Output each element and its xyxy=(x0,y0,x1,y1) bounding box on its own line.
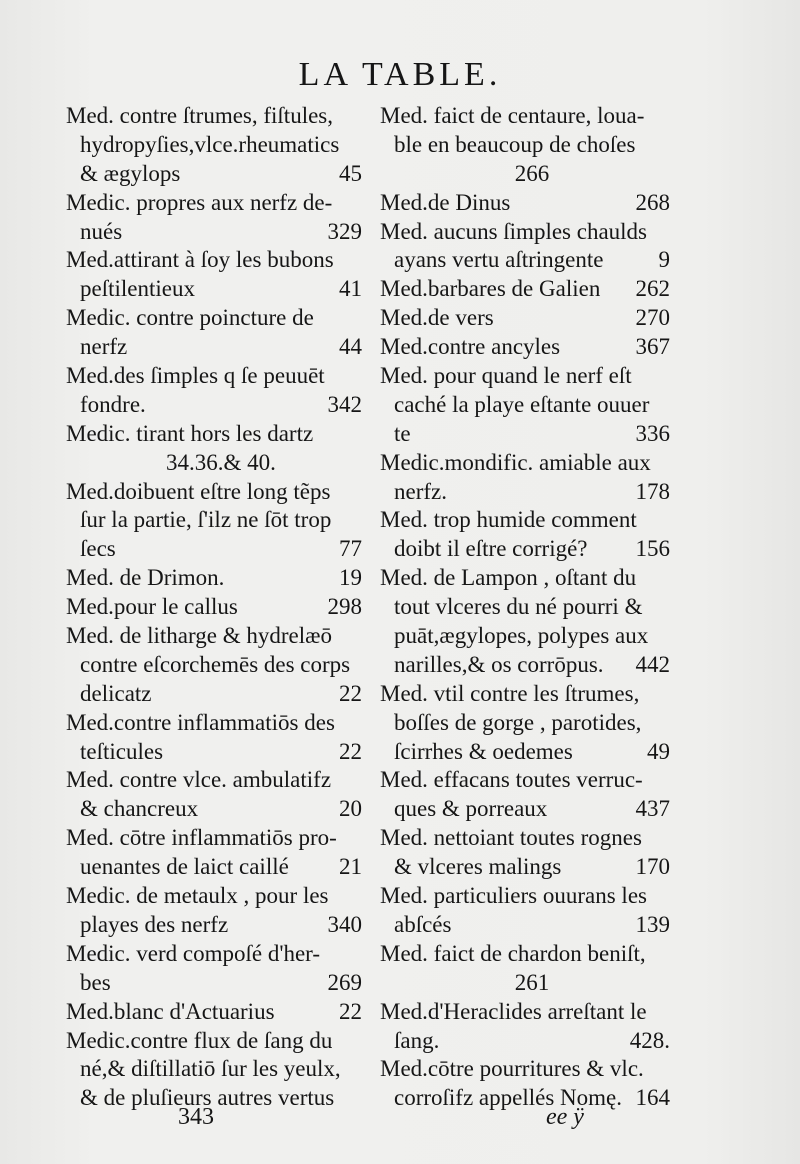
index-entry-line xyxy=(66,102,362,131)
index-entry-line xyxy=(380,449,670,478)
entry-text: Medic. de metaulx , pour les xyxy=(66,883,329,909)
index-entry-line xyxy=(66,709,362,738)
entry-text: peſtilentieux xyxy=(80,276,195,302)
entry-text: boſſes de gorge , parotides, xyxy=(394,709,642,735)
entry-text: Med.doibuent eſtre long tẽps xyxy=(66,478,331,504)
entry-text: Med.de vers xyxy=(380,305,494,331)
entry-page-number: 21 xyxy=(339,854,362,880)
entry-text: Med.attirant à ſoy les bubons xyxy=(66,247,334,273)
index-entry-line xyxy=(66,391,362,420)
index-entry-line xyxy=(66,333,362,362)
entry-page-number: 49 xyxy=(647,738,670,764)
entry-text: Medic. verd compoſé d'her- xyxy=(66,940,321,966)
index-entry-line xyxy=(380,882,670,911)
entry-text: Med. particuliers ouurans les xyxy=(380,883,647,909)
entry-text: ayans vertu aſtringente xyxy=(394,247,604,273)
entry-text: Med.des ſimples q ſe peuuēt xyxy=(66,363,325,389)
entry-text: Med. contre ſtrumes, fiſtules, xyxy=(66,103,333,128)
entry-page-number: 156 xyxy=(635,536,670,562)
entry-page-number: 44 xyxy=(339,334,362,360)
index-entry-line xyxy=(380,160,670,189)
index-entry-line xyxy=(380,709,670,738)
index-entry-line xyxy=(66,1027,362,1056)
index-entry-line xyxy=(66,911,362,940)
index-entry-line xyxy=(380,420,670,449)
index-entry-line xyxy=(66,795,362,824)
entry-text: Med. de litharge & hydrelæō xyxy=(66,623,332,649)
entry-text: hydropyſies,vlce.rheumatics xyxy=(80,131,340,157)
index-entry-line xyxy=(380,506,670,535)
index-entry-line xyxy=(66,189,362,218)
entry-text: Med.barbares de Galien xyxy=(380,276,601,302)
index-entry-line xyxy=(380,333,670,362)
entry-text: fondre. xyxy=(80,391,146,417)
entry-page-number: 428. xyxy=(629,1027,670,1053)
entry-page-number: 342 xyxy=(327,391,362,417)
entry-text: 266 xyxy=(514,160,550,186)
index-entry-line xyxy=(380,131,670,160)
entry-text: Medic.mondific. amiable aux xyxy=(380,449,651,475)
index-entry-line xyxy=(380,969,670,998)
entry-text: abſcés xyxy=(394,911,452,937)
left-column xyxy=(66,102,362,1113)
entry-text: delicatz xyxy=(80,680,152,706)
entry-text: Medic. propres aux nerfz de- xyxy=(66,189,333,215)
entry-text: Med. nettoiant toutes rognes xyxy=(380,825,642,851)
entry-text: ſang. xyxy=(394,1027,440,1053)
entry-text: ble en beaucoup de choſes xyxy=(394,131,636,157)
entry-text: Med. trop humide comment xyxy=(380,507,637,533)
entry-text: ques & porreaux xyxy=(394,796,548,822)
entry-text: & de pluſieurs autres vertus xyxy=(80,1085,335,1111)
entry-page-number: 19 xyxy=(339,565,362,591)
index-entry-line xyxy=(380,564,670,593)
index-entry-line xyxy=(66,882,362,911)
entry-page-number: 20 xyxy=(339,796,362,822)
index-entry-line xyxy=(66,218,362,247)
index-entry-line xyxy=(66,304,362,333)
index-entry-line xyxy=(380,651,670,680)
entry-text: puāt,ægylopes, polypes aux xyxy=(394,623,649,649)
entry-text: Med.contre ancyles xyxy=(380,334,561,360)
index-entry-line xyxy=(380,824,670,853)
entry-text: Medic. tirant hors les dartz xyxy=(66,420,314,446)
entry-page-number: 262 xyxy=(635,276,670,302)
entry-text: & chancreux xyxy=(80,796,199,822)
index-entry-line xyxy=(66,1084,362,1113)
entry-text: Med. contre vlce. ambulatifz xyxy=(66,767,332,793)
entry-text: bes xyxy=(80,969,111,995)
index-entry-line xyxy=(380,246,670,275)
entry-page-number: 164 xyxy=(635,1085,670,1111)
entry-text: né,& diſtillatiō ſur les yeulx, xyxy=(80,1056,341,1082)
entry-text: te xyxy=(394,420,411,446)
index-entry-line xyxy=(66,1055,362,1084)
entry-text: Medic.contre flux de ſang du xyxy=(66,1027,333,1053)
entry-text: Med. de Drimon. xyxy=(66,565,225,591)
entry-text: nerfz. xyxy=(394,478,447,504)
entry-page-number: 336 xyxy=(635,420,670,446)
entry-text: doibt il eſtre corrigé? xyxy=(394,536,588,562)
index-entry-line xyxy=(380,853,670,882)
entry-text: ſecs xyxy=(80,536,116,562)
entry-text: ſur la partie, ſ'ilz ne ſōt trop xyxy=(80,507,332,533)
entry-text: Med.de Dinus xyxy=(380,189,511,215)
index-entry-line xyxy=(66,246,362,275)
index-entry-line xyxy=(380,911,670,940)
index-entry-line xyxy=(66,362,362,391)
entry-page-number: 77 xyxy=(339,536,362,562)
index-entry-line xyxy=(66,160,362,189)
index-entry-line xyxy=(380,189,670,218)
index-entry-line xyxy=(380,102,670,131)
index-entry-line xyxy=(66,998,362,1027)
index-entry-line xyxy=(66,535,362,564)
index-entry-line xyxy=(380,391,670,420)
index-entry-line xyxy=(380,304,670,333)
entry-text: Med. pour quand le nerf eſt xyxy=(380,363,632,389)
entry-page-number: 170 xyxy=(635,854,670,880)
index-entry-line xyxy=(66,420,362,449)
entry-text: & vlceres malings xyxy=(394,854,562,880)
index-entry-line xyxy=(66,969,362,998)
entry-page-number: 298 xyxy=(327,594,362,620)
entry-text: tout vlceres du né pourri & xyxy=(394,594,643,620)
index-entry-line xyxy=(380,940,670,969)
entry-text: Med. vtil contre les ſtrumes, xyxy=(380,680,640,706)
entry-text: & ægylops xyxy=(80,160,181,186)
signature-mark: ee ÿ xyxy=(546,1104,584,1130)
entry-page-number: 442 xyxy=(635,651,670,677)
entry-text: Medic. contre poincture de xyxy=(66,305,314,331)
entry-page-number: 268 xyxy=(635,189,670,215)
entry-page-number: 367 xyxy=(635,334,670,360)
entry-text: Med.pour le callus xyxy=(66,594,238,620)
entry-text: Med. aucuns ſimples chaulds xyxy=(380,218,648,244)
entry-text: Med. effacans toutes verruc- xyxy=(380,767,643,793)
entry-text: nerfz xyxy=(80,334,128,360)
index-entry-line xyxy=(380,795,670,824)
entry-page-number: 9 xyxy=(658,247,670,273)
index-entry-line xyxy=(380,1027,670,1056)
entry-text: playes des nerfz xyxy=(80,911,229,937)
entry-page-number: 139 xyxy=(635,911,670,937)
entry-text: 34.36.& 40. xyxy=(166,449,276,475)
index-entry-line xyxy=(66,131,362,160)
index-entry-line xyxy=(66,853,362,882)
entry-page-number: 270 xyxy=(635,305,670,331)
index-entry-line xyxy=(380,680,670,709)
entry-page-number: 269 xyxy=(327,969,362,995)
index-entry-line xyxy=(380,1084,670,1113)
entry-text: uenantes de laict caillé xyxy=(80,854,289,880)
entry-text: contre eſcorchemēs des corps xyxy=(80,651,351,677)
entry-text: Med.contre inflammatiōs des xyxy=(66,709,335,735)
entry-page-number: 41 xyxy=(339,276,362,302)
right-column xyxy=(380,102,670,1113)
entry-text: Med.d'Heraclides arreſtant le xyxy=(380,998,647,1024)
index-entry-line xyxy=(380,218,670,247)
entry-page-number: 178 xyxy=(635,478,670,504)
entry-text: 261 xyxy=(514,969,550,995)
index-entry-line xyxy=(380,275,670,304)
entry-page-number: 340 xyxy=(327,911,362,937)
index-entry-line xyxy=(66,766,362,795)
index-entry-line xyxy=(66,622,362,651)
entry-text: corroſifz appellés Nomę. xyxy=(394,1085,622,1111)
entry-page-number: 22 xyxy=(339,738,362,764)
entry-text: Med. faict de centaure, loua- xyxy=(380,103,645,128)
index-entry-line xyxy=(380,535,670,564)
index-entry-line xyxy=(380,998,670,1027)
index-entry-line xyxy=(66,449,362,478)
index-entry-line xyxy=(66,824,362,853)
page-title: LA TABLE. xyxy=(298,56,502,93)
entry-text: Med. faict de chardon beniſt, xyxy=(380,940,646,966)
entry-page-number: 437 xyxy=(635,796,670,822)
entry-text: ſcirrhes & oedemes xyxy=(394,738,573,764)
entry-text: narilles,& os corrōpus. xyxy=(394,651,604,677)
index-entry-line xyxy=(66,738,362,767)
index-entry-line xyxy=(380,593,670,622)
index-entry-line xyxy=(66,940,362,969)
index-entry-line xyxy=(66,506,362,535)
index-entry-line xyxy=(380,1055,670,1084)
entry-text: nués xyxy=(80,218,123,244)
index-entry-line xyxy=(66,275,362,304)
entry-text: Med. cōtre inflammatiōs pro- xyxy=(66,825,337,851)
index-entry-line xyxy=(380,362,670,391)
entry-page-number: 45 xyxy=(339,160,362,186)
index-entry-line xyxy=(66,564,362,593)
entry-page-number: 22 xyxy=(339,998,362,1024)
entry-page-number: 22 xyxy=(339,680,362,706)
index-entry-line xyxy=(66,680,362,709)
index-entry-line xyxy=(66,478,362,507)
index-entry-line xyxy=(380,478,670,507)
index-entry-line xyxy=(380,738,670,767)
index-entry-line xyxy=(380,766,670,795)
index-entry-line xyxy=(380,622,670,651)
entry-text: Med.blanc d'Actuarius xyxy=(66,998,275,1024)
index-entry-line xyxy=(66,651,362,680)
index-entry-line xyxy=(66,593,362,622)
entry-page-number: 329 xyxy=(327,218,362,244)
entry-text: teſticules xyxy=(80,738,164,764)
entry-text: Med.cōtre pourritures & vlc. xyxy=(380,1056,644,1082)
entry-text: Med. de Lampon , oſtant du xyxy=(380,565,637,591)
page-number: 343 xyxy=(178,1104,214,1130)
entry-text: caché la playe eſtante ouuer xyxy=(394,391,650,417)
